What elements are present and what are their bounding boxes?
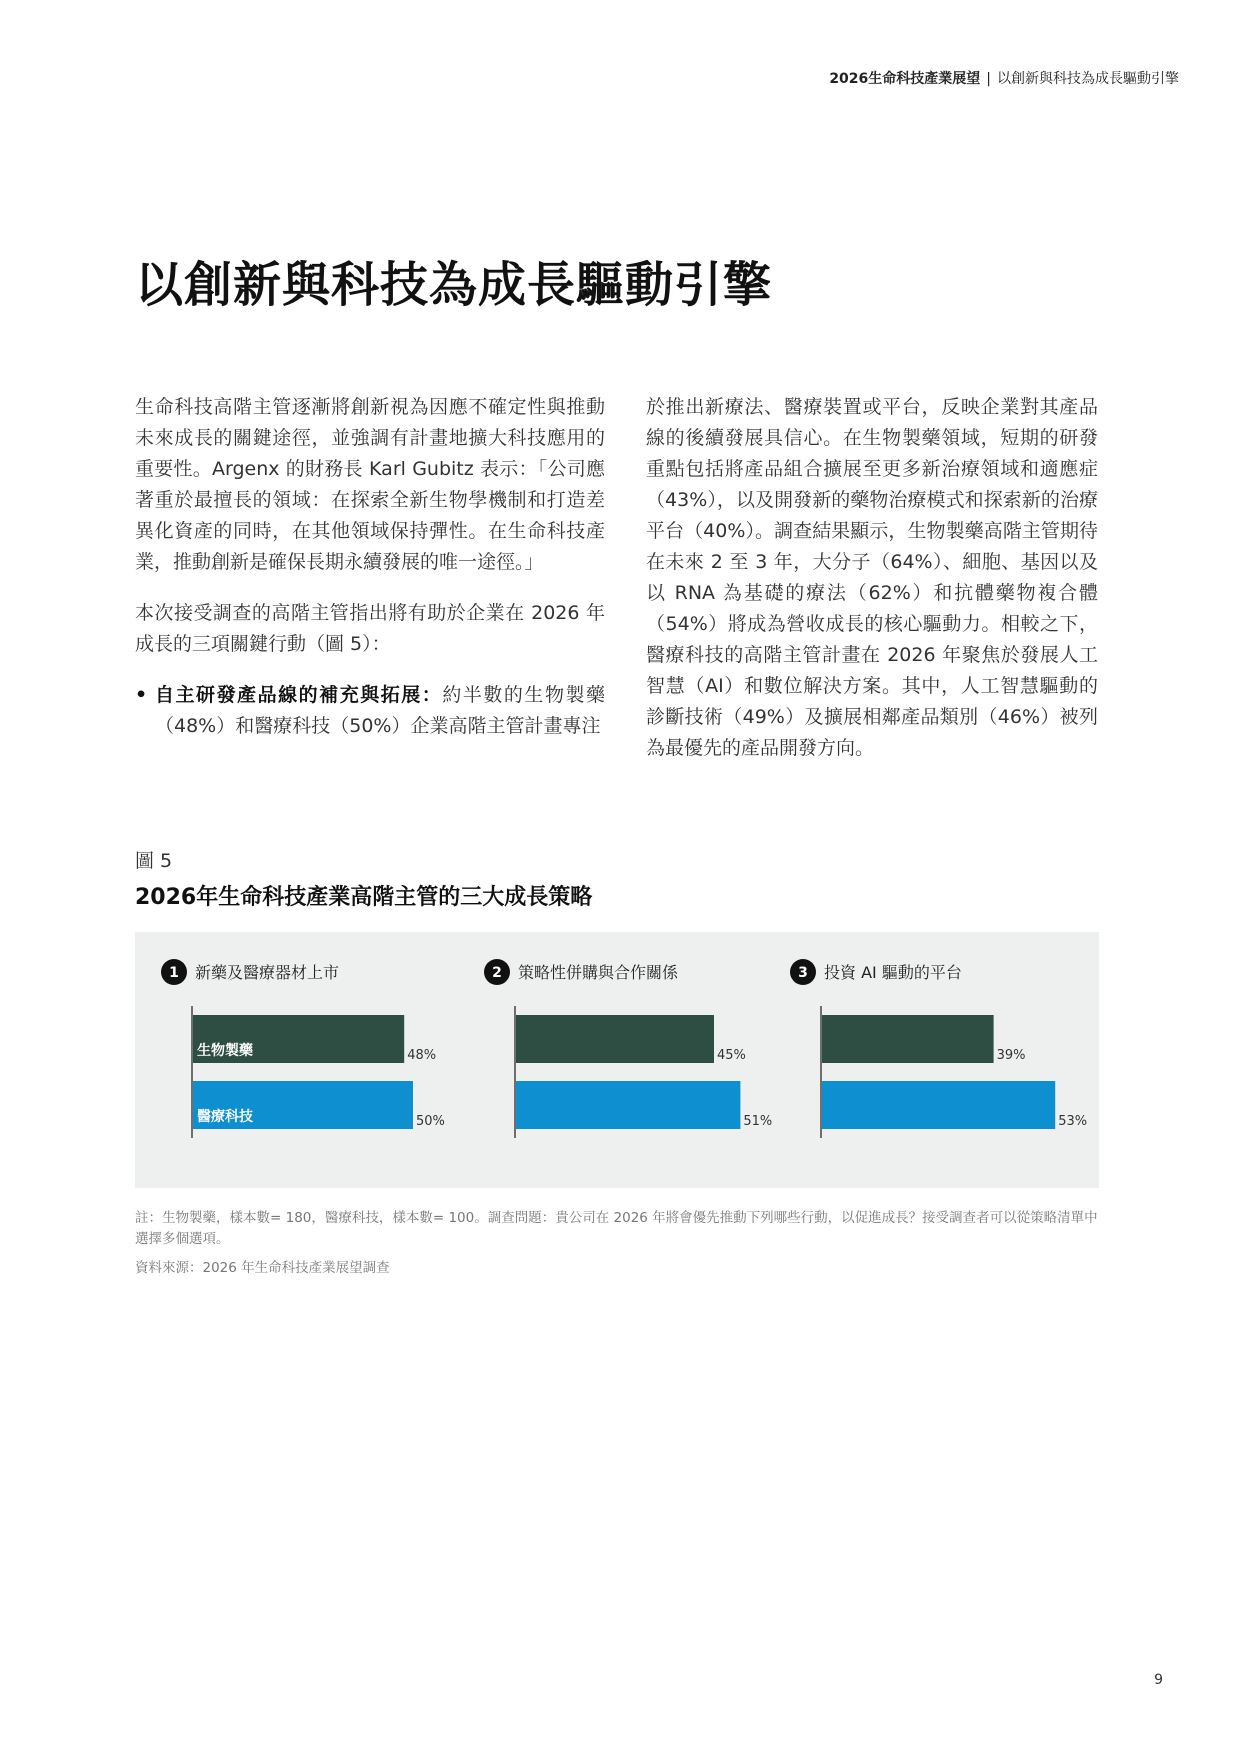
- body-column-left: [135, 392, 605, 742]
- figure-note: 註：生物製藥，樣本數= 180，醫療科技，樣本數= 100。調查問題：貴公司在 2026 年將會優先推動下列哪些行動，以促進成長？接受調查者可以從策略清單中選擇多個選項。: [135, 1210, 1098, 1247]
- panel-1-number: 1: [169, 965, 179, 981]
- panel-2-title: 策略性併購與合作關係: [518, 963, 679, 982]
- panel-3-title: 投資 AI 驅動的平台: [824, 963, 962, 982]
- series-label-2: 醫療科技: [197, 1109, 253, 1125]
- data-label-panel-3-series-1: 39%: [996, 1048, 1026, 1063]
- figure-title: 2026年生命科技產業高階主管的三大成長策略: [135, 885, 593, 910]
- panel-2-number: 2: [492, 965, 502, 981]
- bar-panel-3-series-1: [822, 1015, 994, 1063]
- page-number: 9: [1154, 1672, 1163, 1688]
- figure-chart-panel: [135, 932, 1099, 1188]
- bar-panel-2-series-1: [516, 1015, 714, 1063]
- growth-strategy-chart: [135, 932, 1099, 1188]
- data-label-panel-3-series-2: 53%: [1058, 1114, 1088, 1129]
- running-header: [829, 68, 1179, 88]
- data-label-panel-1-series-2: 50%: [416, 1114, 445, 1129]
- page-title: 以創新與科技為成長驅動引擎: [135, 257, 773, 313]
- panel-3-number: 3: [798, 965, 808, 981]
- header-report-title: 2026生命科技產業展望: [829, 71, 981, 87]
- bullet-item-pipeline: [135, 680, 605, 742]
- paragraph-pipeline-continued: 於推出新療法、醫療裝置或平台，反映企業對其產品線的後續發展具信心。在生物製藥領域，短期的研發重點包括將產品組合擴展至更多新治療領域和適應症（43%），以及開發新的藥物治療模式和探索新的治療平台（40%）。調查結果顯示，生物製藥高階主管期待在未來 2 至 3 年，大分子（64%）、細胞、基因以及以 RNA 為基礎的療法（62%）和抗體藥物複合體（54%）將成為營收成長的核心驅動力。相較之下，醫療科技的高階主管計畫在 2026 年聚焦於發展人工智慧（AI）和數位解決方案。其中，人工智慧驅動的診斷技術（49%）及擴展相鄰產品類別（46%）被列為最優先的產品開發方向。: [646, 396, 1098, 759]
- series-label-1: 生物製藥: [197, 1043, 253, 1059]
- body-column-right: [646, 392, 1098, 784]
- bullet-text: 約半數的生物製藥（48%）和醫療科技（50%）企業高階主管計畫專注: [155, 684, 605, 737]
- bar-panel-2-series-2: [516, 1081, 740, 1129]
- data-label-panel-1-series-1: 48%: [407, 1048, 437, 1063]
- header-section-title: 以創新與科技為成長驅動引擎: [997, 71, 1179, 87]
- figure-label: 圖 5: [135, 850, 173, 872]
- data-label-panel-2-series-1: 45%: [717, 1048, 746, 1063]
- bar-panel-3-series-2: [822, 1081, 1055, 1129]
- header-separator: |: [986, 71, 991, 87]
- bullet-mark: •: [135, 684, 148, 706]
- paragraph-key-actions: 本次接受調查的高階主管指出將有助於企業在 2026 年成長的三項關鍵行動（圖 5）：: [135, 602, 605, 655]
- panel-1-title: 新藥及醫療器材上市: [195, 963, 340, 982]
- data-label-panel-2-series-2: 51%: [743, 1114, 773, 1129]
- bullet-lead: 自主研發產品線的補充與拓展：: [155, 684, 443, 706]
- figure-source: 資料來源：2026 年生命科技產業展望調查: [135, 1260, 390, 1276]
- paragraph-innovation: 生命科技高階主管逐漸將創新視為因應不確定性與推動未來成長的關鍵途徑，並強調有計畫地擴大科技應用的重要性。Argenx 的財務長 Karl Gubitz 表示：「公司應著重於最擅長的領域：在探索全新生物學機制和打造差異化資產的同時，在其他領域保持彈性。在生命科技產業，推動創新是確保長期永續發展的唯一途徑。」: [135, 396, 605, 573]
